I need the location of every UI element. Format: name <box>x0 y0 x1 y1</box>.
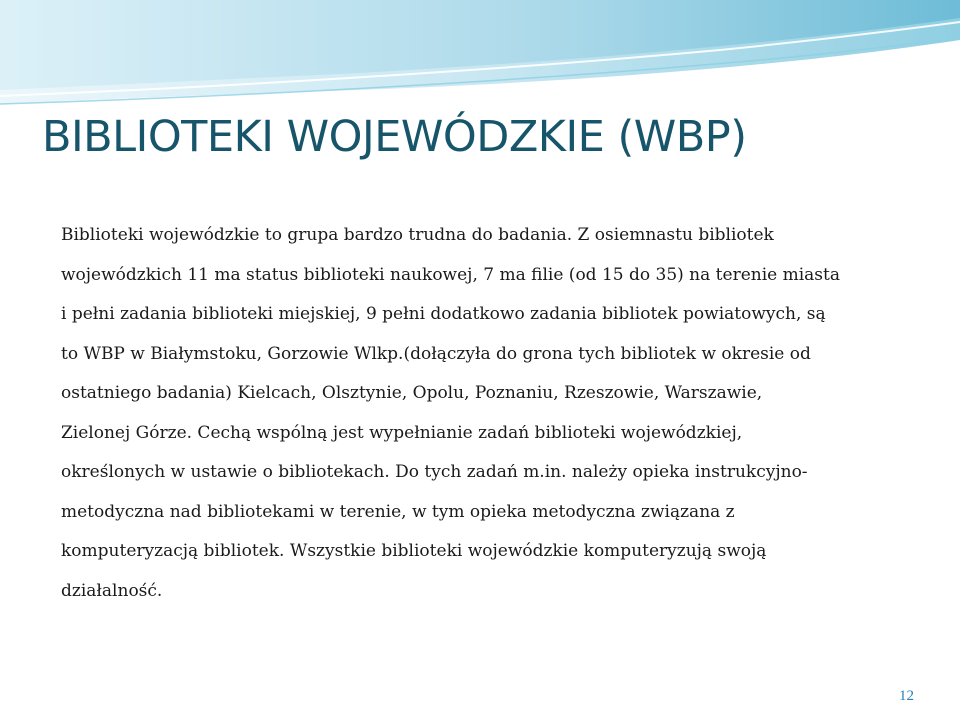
body-line: określonych w ustawie o bibliotekach. Do tych zadań m.in. należy opieka instrukcyjno- <box>61 462 808 482</box>
page-number: 12 <box>899 688 914 704</box>
body-paragraph <box>61 216 911 611</box>
body-line: Biblioteki wojewódzkie to grupa bardzo trudna do badania. Z osiemnastu bibliotek <box>61 225 774 245</box>
body-line: metodyczna nad bibliotekami w terenie, w tym opieka metodyczna związana z <box>61 501 735 522</box>
slide-title: BIBLIOTEKI WOJEWÓDZKIE (WBP) <box>42 112 747 162</box>
body-line: Zielonej Górze. Cechą wspólną jest wypełnianie zadań biblioteki wojewódzkiej, <box>61 422 743 443</box>
body-line: komputeryzacją bibliotek. Wszystkie biblioteki wojewódzkie komputeryzują swoją <box>61 541 767 561</box>
header-wave-decoration <box>0 0 960 110</box>
body-line: ostatniego badania) Kielcach, Olsztynie, Opolu, Poznaniu, Rzeszowie, Warszawie, <box>61 383 763 403</box>
body-line: i pełni zadania biblioteki miejskiej, 9 pełni dodatkowo zadania bibliotek powiatowych, są <box>61 304 826 324</box>
body-line: działalność. <box>61 580 163 601</box>
body-line: to WBP w Białymstoku, Gorzowie Wlkp.(dołączyła do grona tych bibliotek w okresie od <box>61 343 811 364</box>
body-line: wojewódzkich 11 ma status biblioteki naukowej, 7 ma filie (od 15 do 35) na terenie miasta <box>61 264 840 285</box>
